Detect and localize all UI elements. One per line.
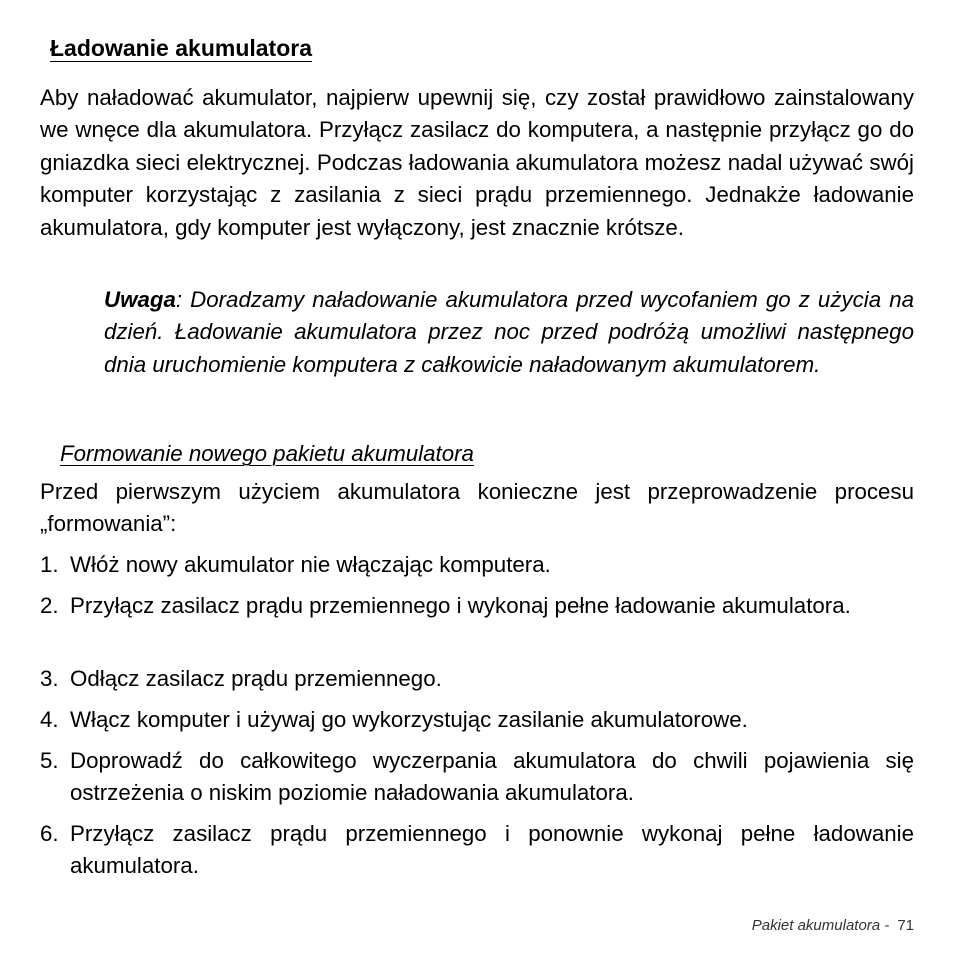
section-paragraph: Aby naładować akumulator, najpierw upewnij się, czy został prawidłowo zainstalowany we wnęce dla akumulatora. Przyłącz zasilacz do komputera, a następnie przyłącz go do gniazdka sieci elektrycznej. Podczas ładowania akumulatora możesz nadal używać swój komputer korzystając z zasilania z sieci prądu przemiennego. Jednakże ładowanie akumulatora, gdy komputer jest wyłączony, jest znacznie krótsze. — [40, 85, 914, 240]
section-title: Ładowanie akumulatora — [50, 35, 313, 61]
step-text: Przyłącz zasilacz prądu przemiennego i wykonaj pełne ładowanie akumulatora. — [70, 593, 851, 618]
list-item — [40, 745, 914, 810]
step-text: Włącz komputer i używaj go wykorzystując zasilanie akumulatorowe. — [70, 707, 748, 732]
step-number: 6. — [40, 821, 59, 846]
step-text: Odłącz zasilacz prądu przemiennego. — [70, 666, 442, 691]
step-number: 3. — [40, 666, 59, 691]
list-item — [40, 549, 914, 581]
list-item — [40, 663, 914, 695]
note-label: Uwaga — [104, 287, 176, 312]
list-item — [40, 590, 914, 622]
list-item — [40, 818, 914, 883]
list-item — [40, 704, 914, 736]
note-text: : Doradzamy naładowanie akumulatora przed wycofaniem go z użycia na dzień. Ładowanie akumulatora przez noc przed podróżą umożliwi następnego dnia uruchomienie komputera z całkowicie naładowanym akumulatorem. — [104, 287, 914, 377]
step-number: 4. — [40, 707, 59, 732]
step-text: Przyłącz zasilacz prądu przemiennego i ponownie wykonaj pełne ładowanie akumulatora. — [70, 821, 914, 879]
footer-label: Pakiet akumulatora - — [751, 917, 890, 934]
step-text: Włóż nowy akumulator nie włączając komputera. — [70, 552, 551, 577]
page-number: 71 — [897, 917, 914, 934]
subsection-title: Formowanie nowego pakietu akumulatora — [60, 441, 474, 466]
step-number: 5. — [40, 748, 59, 773]
subsection-intro: Przed pierwszym użyciem akumulatora konieczne jest przeprowadzenie procesu „formowania”: — [40, 479, 914, 537]
note — [104, 284, 914, 381]
page-footer — [752, 917, 914, 934]
step-number: 2. — [40, 593, 59, 618]
step-text: Doprowadź do całkowitego wyczerpania akumulatora do chwili pojawienia się ostrzeżenia o niskim poziomie naładowania akumulatora. — [70, 748, 914, 806]
step-number: 1. — [40, 552, 59, 577]
